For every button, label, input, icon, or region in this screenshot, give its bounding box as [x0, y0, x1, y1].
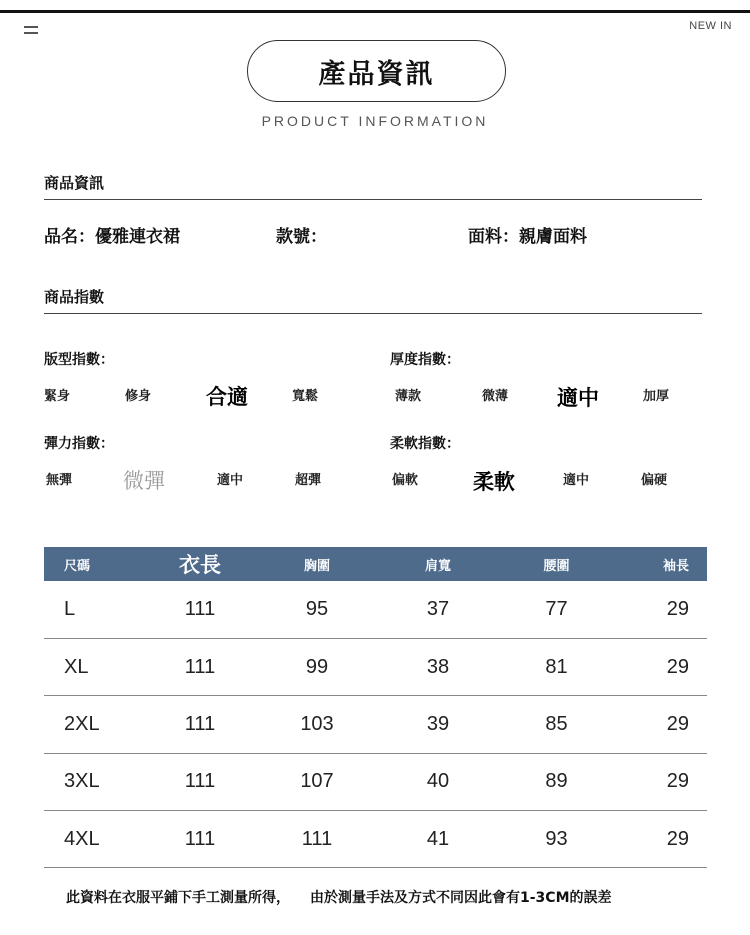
- header-chest: 胸圍: [256, 547, 378, 581]
- cell-size: L: [44, 581, 144, 638]
- cell-waist: 93: [498, 811, 615, 868]
- cell-sleeve: 29: [615, 811, 707, 868]
- cell-chest: 111: [256, 811, 378, 868]
- title-pill: [247, 40, 506, 102]
- cell-waist: 81: [498, 638, 615, 695]
- section-indices: 商品指數: [44, 286, 702, 314]
- page-subtitle: PRODUCT INFORMATION: [261, 113, 489, 129]
- header-waist: 腰圍: [498, 547, 615, 581]
- cell-waist: 77: [498, 581, 615, 638]
- elasticity-option-slight-selected: 微彈: [123, 469, 165, 493]
- softness-option-firm: 偏硬: [641, 473, 668, 488]
- table-row: [44, 753, 707, 810]
- cell-size: 2XL: [44, 696, 144, 753]
- style-number: 款號：: [276, 227, 327, 247]
- cell-shoulder: 40: [378, 753, 498, 810]
- cell-shoulder: 39: [378, 696, 498, 753]
- header-length: 衣長: [144, 547, 256, 581]
- table-row: [44, 696, 707, 753]
- table-row: [44, 638, 707, 695]
- page-title: 產品資訊: [318, 58, 435, 90]
- thickness-option-thin: 薄款: [395, 389, 422, 404]
- cell-waist: 85: [498, 696, 615, 753]
- cell-shoulder: 37: [378, 581, 498, 638]
- thickness-option-thick: 加厚: [643, 389, 670, 404]
- cell-length: 111: [144, 811, 256, 868]
- thickness-index-title: 厚度指數：: [390, 352, 460, 368]
- cell-sleeve: 29: [615, 581, 707, 638]
- table-header-row: [44, 547, 707, 581]
- thickness-option-light: 微薄: [482, 389, 509, 404]
- product-name: 品名：優雅連衣裙: [44, 227, 180, 247]
- thickness-option-medium-selected: 適中: [557, 386, 599, 410]
- header-sleeve: 袖長: [615, 547, 707, 581]
- size-table: [44, 547, 707, 868]
- cell-length: 111: [144, 696, 256, 753]
- cell-size: 4XL: [44, 811, 144, 868]
- elasticity-option-none: 無彈: [46, 473, 73, 488]
- cell-chest: 103: [256, 696, 378, 753]
- cell-sleeve: 29: [615, 753, 707, 810]
- fit-option-regular-selected: 合適: [206, 385, 248, 409]
- fit-option-loose: 寬鬆: [292, 389, 319, 404]
- fit-index-title: 版型指數：: [44, 352, 114, 368]
- cell-length: 111: [144, 581, 256, 638]
- fit-option-slim: 修身: [125, 389, 152, 404]
- softness-option-soft-selected: 柔軟: [473, 470, 515, 494]
- cell-chest: 95: [256, 581, 378, 638]
- cell-size: XL: [44, 638, 144, 695]
- cell-waist: 89: [498, 753, 615, 810]
- elasticity-option-moderate: 適中: [217, 473, 244, 488]
- menu-icon[interactable]: [24, 24, 38, 36]
- top-divider: [0, 10, 750, 13]
- cell-sleeve: 29: [615, 638, 707, 695]
- header-shoulder: 肩寬: [378, 547, 498, 581]
- softness-option-moderate: 適中: [563, 473, 590, 488]
- cell-length: 111: [144, 753, 256, 810]
- section-product-info: 商品資訊: [44, 172, 702, 200]
- cell-length: 111: [144, 638, 256, 695]
- elasticity-index-title: 彈力指數：: [44, 436, 114, 452]
- table-row: [44, 581, 707, 638]
- fabric: 面料：親膚面料: [468, 227, 587, 247]
- cell-shoulder: 38: [378, 638, 498, 695]
- cell-chest: 107: [256, 753, 378, 810]
- new-in-badge: NEW IN: [689, 20, 732, 32]
- footnote-part1: 此資料在衣服平鋪下手工測量所得，: [66, 890, 290, 906]
- header-size: 尺碼: [44, 547, 144, 581]
- table-row: [44, 811, 707, 868]
- cell-size: 3XL: [44, 753, 144, 810]
- elasticity-option-high: 超彈: [295, 473, 322, 488]
- softness-index-title: 柔軟指數：: [390, 436, 460, 452]
- cell-chest: 99: [256, 638, 378, 695]
- softness-option-softish: 偏軟: [392, 473, 419, 488]
- footnote-part2: 由於測量手法及方式不同因此會有1-3CM的誤差: [310, 890, 612, 906]
- measurement-footnote: [66, 887, 612, 907]
- fit-option-tight: 緊身: [44, 389, 71, 404]
- cell-shoulder: 41: [378, 811, 498, 868]
- cell-sleeve: 29: [615, 696, 707, 753]
